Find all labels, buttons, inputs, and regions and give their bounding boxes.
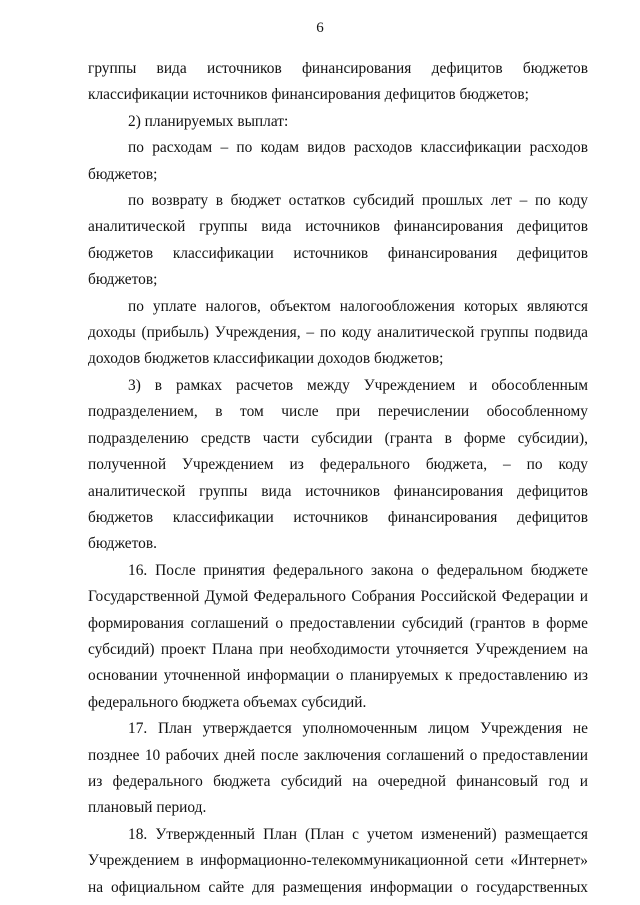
paragraph-group-classification: группы вида источников финансирования дефицитов бюджетов классификации источников финансирования дефицитов бюджетов; — [88, 60, 588, 104]
page-number: 6 — [316, 20, 324, 36]
paragraph-subsidy-return: по возврату в бюджет остатков субсидий прошлых лет – по коду аналитической группы вида источников финансирования дефицитов бюджетов классификации источников финансирования дефицитов бюджетов; — [88, 192, 588, 289]
paragraph-18: 18. Утвержденный План (План с учетом изменений) размещается Учреждением в информационно-телекоммуникационной сети «Интернет» на официальном сайте для размещения информации о государственных — [88, 825, 588, 896]
paragraph-17: 17. План утверждается уполномоченным лицом Учреждения не позднее 10 рабочих дней после заключения соглашений о предоставлении из федерального бюджета субсидий на очередной финансовый год и плановый период. — [88, 720, 588, 817]
document-body — [88, 56, 588, 901]
paragraph-expenses: по расходам – по кодам видов расходов классификации расходов бюджетов; — [88, 139, 588, 183]
paragraph-taxes: по уплате налогов, объектом налогообложения которых являются доходы (прибыль) Учреждения, – по коду аналитической группы подвида доходов бюджетов классификации доходов бюджетов; — [88, 297, 588, 368]
paragraph-separate-division: 3) в рамках расчетов между Учреждением и обособленным подразделением, в том числе при перечислении обособленному подразделению средств части субсидии (гранта в форме субсидии), полученной Учреждением из федерального бюджета, – по коду аналитической группы вида источников финансирования дефицитов бюджетов классификации источников финансирования дефицитов бюджетов. — [88, 376, 588, 553]
paragraph-planned-payments: 2) планируемых выплат: — [128, 112, 289, 130]
paragraph-16: 16. После принятия федерального закона о федеральном бюджете Государственной Думой Федерального Собрания Российской Федерации и формирования соглашений о предоставлении субсидий (грантов в форме субсидий) проект Плана при необходимости уточняется Учреждением на основании уточненной информации о планируемых к предоставлению из федерального бюджета объемах субсидий. — [88, 561, 588, 711]
